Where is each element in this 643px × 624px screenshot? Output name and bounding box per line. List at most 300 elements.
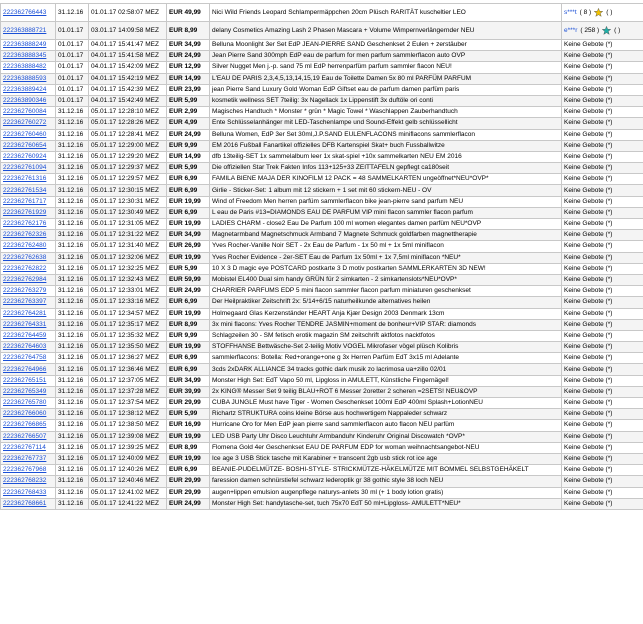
start-date-cell: 31.12.16 bbox=[56, 129, 89, 140]
price-cell: EUR 19,99 bbox=[167, 431, 210, 442]
end-date-cell: 01.01.17 02:58:07 MEZ bbox=[89, 4, 167, 22]
start-date-cell: 31.12.16 bbox=[56, 107, 89, 118]
item-id-cell bbox=[1, 476, 56, 487]
end-date-cell: 05.01.17 12:40:09 MEZ bbox=[89, 453, 167, 464]
item-id-link[interactable]: 222362762984 bbox=[3, 276, 47, 284]
item-id-link[interactable]: 222362762326 bbox=[3, 231, 47, 239]
bid-status-cell: Keine Gebote (*) bbox=[562, 409, 643, 420]
bid-status-cell: Keine Gebote (*) bbox=[562, 353, 643, 364]
item-id-link[interactable]: 222362767737 bbox=[3, 455, 47, 463]
table-row bbox=[1, 375, 643, 386]
end-date-cell: 05.01.17 12:41:02 MEZ bbox=[89, 487, 167, 498]
table-row bbox=[1, 386, 643, 397]
bid-status-cell: Keine Gebote (*) bbox=[562, 342, 643, 353]
item-id-link[interactable]: 222362766507 bbox=[3, 432, 47, 440]
start-date-cell: 01.01.17 bbox=[56, 22, 89, 40]
item-id-cell bbox=[1, 174, 56, 185]
item-title-cell: Jean Pierre Sand 300mph EdP eau de parfum for men parfum sammlerflacon auto OVP bbox=[210, 51, 562, 62]
price-cell: EUR 5,99 bbox=[167, 409, 210, 420]
bid-status-cell: Keine Gebote (*) bbox=[562, 62, 643, 73]
bid-status-cell: Keine Gebote (*) bbox=[562, 498, 643, 509]
item-id-link[interactable]: 222363890346 bbox=[3, 97, 47, 105]
item-id-link[interactable]: 222362765349 bbox=[3, 387, 47, 395]
end-date-cell: 05.01.17 12:33:01 MEZ bbox=[89, 286, 167, 297]
item-title-cell: Die offiziellen Star Trek Fakten Infos 113+125+33 ZEITTAFELN gepflegt ca180seit bbox=[210, 163, 562, 174]
start-date-cell: 31.12.16 bbox=[56, 420, 89, 431]
table-row bbox=[1, 308, 643, 319]
end-date-cell: 05.01.17 12:30:31 MEZ bbox=[89, 196, 167, 207]
price-cell: EUR 14,99 bbox=[167, 73, 210, 84]
end-date-cell: 05.01.17 12:32:25 MEZ bbox=[89, 263, 167, 274]
bid-status-cell bbox=[562, 4, 643, 22]
end-date-cell: 05.01.17 12:31:40 MEZ bbox=[89, 241, 167, 252]
table-row bbox=[1, 241, 643, 252]
price-cell: EUR 6,99 bbox=[167, 297, 210, 308]
item-title-cell: FAMILA BIENE MAJA DER KINOFILM 12 PACK = 48 SAMMELKARTEN ungeöffnet*NEU*OVP* bbox=[210, 174, 562, 185]
price-cell: EUR 34,99 bbox=[167, 375, 210, 386]
item-id-link[interactable]: 222362765151 bbox=[3, 376, 47, 384]
price-cell: EUR 24,99 bbox=[167, 498, 210, 509]
bid-status-cell: Keine Gebote (*) bbox=[562, 297, 643, 308]
table-row bbox=[1, 22, 643, 40]
price-cell: EUR 4,99 bbox=[167, 118, 210, 129]
table-row bbox=[1, 398, 643, 409]
bid-status-cell: Keine Gebote (*) bbox=[562, 73, 643, 84]
bid-status-cell: Keine Gebote (*) bbox=[562, 107, 643, 118]
table-row bbox=[1, 84, 643, 95]
table-row bbox=[1, 107, 643, 118]
item-title-cell: Mobistel EL400 Dual sim handy GRÜN für 2 simkarten - 2 simkartenslots*NEU*OVP* bbox=[210, 274, 562, 285]
feedback-score: ( 258 ) bbox=[580, 26, 600, 34]
table-row bbox=[1, 330, 643, 341]
end-date-cell: 03.01.17 14:09:58 MEZ bbox=[89, 22, 167, 40]
item-id-link[interactable]: 222362761094 bbox=[3, 164, 47, 172]
end-date-cell: 05.01.17 12:30:49 MEZ bbox=[89, 207, 167, 218]
table-row bbox=[1, 431, 643, 442]
feedback-score: ( 8 ) bbox=[579, 8, 592, 16]
bid-status-cell: Keine Gebote (*) bbox=[562, 375, 643, 386]
price-cell: EUR 6,99 bbox=[167, 207, 210, 218]
price-cell: EUR 26,99 bbox=[167, 241, 210, 252]
end-date-cell: 05.01.17 12:31:05 MEZ bbox=[89, 219, 167, 230]
feedback-star-icon bbox=[594, 8, 603, 17]
start-date-cell: 01.01.17 bbox=[56, 95, 89, 106]
bid-status-cell: Keine Gebote (*) bbox=[562, 95, 643, 106]
start-date-cell: 01.01.17 bbox=[56, 62, 89, 73]
start-date-cell: 31.12.16 bbox=[56, 151, 89, 162]
table-row bbox=[1, 353, 643, 364]
bid-status-cell: Keine Gebote (*) bbox=[562, 196, 643, 207]
table-row bbox=[1, 219, 643, 230]
item-id-link[interactable]: 222362761929 bbox=[3, 208, 47, 216]
end-date-cell: 04.01.17 15:41:58 MEZ bbox=[89, 51, 167, 62]
item-id-cell bbox=[1, 319, 56, 330]
price-cell: EUR 6,99 bbox=[167, 174, 210, 185]
item-id-link[interactable]: 222363888249 bbox=[3, 41, 47, 49]
item-id-link[interactable]: 222362760084 bbox=[3, 108, 47, 116]
item-id-link[interactable]: 222362761534 bbox=[3, 186, 47, 194]
item-title-cell: L'EAU DE PARIS 2,3,4,5,13,14,15,19 Eau de Toilette Damen 5x 80 ml PARFÜM PARFUM bbox=[210, 73, 562, 84]
table-row bbox=[1, 252, 643, 263]
bid-status-cell: Keine Gebote (*) bbox=[562, 398, 643, 409]
price-cell: EUR 29,99 bbox=[167, 476, 210, 487]
end-date-cell: 05.01.17 12:37:05 MEZ bbox=[89, 375, 167, 386]
bid-status-cell: Keine Gebote (*) bbox=[562, 207, 643, 218]
item-id-link[interactable]: 222362764603 bbox=[3, 343, 47, 351]
table-row bbox=[1, 263, 643, 274]
item-id-cell bbox=[1, 4, 56, 22]
bid-status-cell: Keine Gebote (*) bbox=[562, 230, 643, 241]
item-id-cell bbox=[1, 129, 56, 140]
item-id-cell bbox=[1, 487, 56, 498]
item-id-cell bbox=[1, 252, 56, 263]
bid-status-cell: Keine Gebote (*) bbox=[562, 252, 643, 263]
item-id-link[interactable]: 222363888593 bbox=[3, 74, 47, 82]
price-cell: EUR 8,99 bbox=[167, 442, 210, 453]
item-title-cell: 3cds 2xDARK ALLIANCE 34 tracks gothic dark musik zo lacrimosa ua+zillo 02/01 bbox=[210, 364, 562, 375]
item-id-link[interactable]: 222362763397 bbox=[3, 298, 47, 306]
feedback-extra: ( ) bbox=[614, 26, 621, 34]
start-date-cell: 31.12.16 bbox=[56, 219, 89, 230]
start-date-cell: 31.12.16 bbox=[56, 409, 89, 420]
bid-status-cell: Keine Gebote (*) bbox=[562, 308, 643, 319]
bid-status-cell: Keine Gebote (*) bbox=[562, 151, 643, 162]
end-date-cell: 05.01.17 12:33:16 MEZ bbox=[89, 297, 167, 308]
price-cell: EUR 2,99 bbox=[167, 107, 210, 118]
item-title-cell: Flomena Gold 4er Geschenkset EAU DE PARFUM EDP for woman weihnachtsangebot-NEU bbox=[210, 442, 562, 453]
item-title-cell: Ente Schlüsselanhänger mit LED-Taschenlampe und Sound-Effekt gelb schlüssellicht bbox=[210, 118, 562, 129]
start-date-cell: 31.12.16 bbox=[56, 330, 89, 341]
item-id-link[interactable]: 222362760272 bbox=[3, 119, 47, 127]
start-date-cell: 31.12.16 bbox=[56, 498, 89, 509]
item-title-cell: Holmegaard Glas Kerzenständer HEART Anja Kjær Design 2003 Denmark 13cm bbox=[210, 308, 562, 319]
item-id-link[interactable]: 222362761717 bbox=[3, 197, 47, 205]
item-title-cell: dfb 13teilig-SET 1x sammelalbum leer 1x skat-spiel +10x sammelkarten NEU EM 2016 bbox=[210, 151, 562, 162]
item-id-cell bbox=[1, 274, 56, 285]
start-date-cell: 01.01.17 bbox=[56, 84, 89, 95]
start-date-cell: 31.12.16 bbox=[56, 196, 89, 207]
price-cell: EUR 49,99 bbox=[167, 4, 210, 22]
table-row bbox=[1, 163, 643, 174]
price-cell: EUR 19,99 bbox=[167, 219, 210, 230]
price-cell: EUR 23,99 bbox=[167, 84, 210, 95]
end-date-cell: 05.01.17 12:41:22 MEZ bbox=[89, 498, 167, 509]
table-row bbox=[1, 40, 643, 51]
bid-status-cell: Keine Gebote (*) bbox=[562, 364, 643, 375]
item-title-cell: LADIES CHARM - close2 Eau De Parfum 100 ml women elegantes damen parfüm NEU*OVP bbox=[210, 219, 562, 230]
item-title-cell: Monster High Set: EdT Vapo 50 ml, Lipgloss in AMULETT, Künstliche Fingernägel! bbox=[210, 375, 562, 386]
bid-status-cell: Keine Gebote (*) bbox=[562, 274, 643, 285]
item-title-cell: Magisches Handtuch * Monster * grün * Magic Towel * Waschlappen Zauberhandtuch bbox=[210, 107, 562, 118]
price-cell: EUR 24,99 bbox=[167, 286, 210, 297]
table-row bbox=[1, 465, 643, 476]
bid-status-cell: Keine Gebote (*) bbox=[562, 174, 643, 185]
price-cell: EUR 19,99 bbox=[167, 342, 210, 353]
table-row bbox=[1, 174, 643, 185]
item-id-link[interactable]: 222362760460 bbox=[3, 130, 47, 138]
price-cell: EUR 12,99 bbox=[167, 62, 210, 73]
bid-status-cell: Keine Gebote (*) bbox=[562, 286, 643, 297]
end-date-cell: 05.01.17 12:28:10 MEZ bbox=[89, 107, 167, 118]
start-date-cell: 31.12.16 bbox=[56, 297, 89, 308]
table-row bbox=[1, 409, 643, 420]
price-cell: EUR 6,99 bbox=[167, 364, 210, 375]
table-row bbox=[1, 129, 643, 140]
price-cell: EUR 29,99 bbox=[167, 398, 210, 409]
item-id-cell bbox=[1, 342, 56, 353]
start-date-cell: 31.12.16 bbox=[56, 185, 89, 196]
item-title-cell: BEANIE-PUDELMÜTZE- BOSHI-STYLE- STRICKMÜTZE-HÄKELMÜTZE MIT BOMMEL SELBSTGEHÄKELT bbox=[210, 465, 562, 476]
item-id-link[interactable]: 222362762822 bbox=[3, 264, 47, 272]
item-title-cell: Nici Wild Friends Leopard Schlampermäppchen 20cm Plüsch RARITÄT kuscheltier LEO bbox=[210, 4, 562, 22]
start-date-cell: 01.01.17 bbox=[56, 51, 89, 62]
item-id-cell bbox=[1, 140, 56, 151]
bid-status-cell: Keine Gebote (*) bbox=[562, 129, 643, 140]
item-id-link[interactable]: 222362766060 bbox=[3, 410, 47, 418]
end-date-cell: 05.01.17 12:35:50 MEZ bbox=[89, 342, 167, 353]
bid-status-cell: Keine Gebote (*) bbox=[562, 263, 643, 274]
price-cell: EUR 5,99 bbox=[167, 263, 210, 274]
start-date-cell: 31.12.16 bbox=[56, 140, 89, 151]
price-cell: EUR 5,99 bbox=[167, 163, 210, 174]
item-id-cell bbox=[1, 230, 56, 241]
item-id-link[interactable]: 222362766865 bbox=[3, 421, 47, 429]
item-id-cell bbox=[1, 353, 56, 364]
item-id-cell bbox=[1, 95, 56, 106]
item-id-cell bbox=[1, 442, 56, 453]
price-cell: EUR 29,99 bbox=[167, 487, 210, 498]
feedback-extra: ( ) bbox=[606, 8, 613, 16]
start-date-cell: 31.12.16 bbox=[56, 4, 89, 22]
item-id-link[interactable]: 222362764758 bbox=[3, 354, 47, 362]
buyer-feedback bbox=[564, 26, 620, 35]
price-cell: EUR 6,99 bbox=[167, 185, 210, 196]
item-id-cell bbox=[1, 84, 56, 95]
table-row bbox=[1, 4, 643, 22]
price-cell: EUR 5,99 bbox=[167, 95, 210, 106]
item-id-cell bbox=[1, 207, 56, 218]
end-date-cell: 05.01.17 12:36:46 MEZ bbox=[89, 364, 167, 375]
item-title-cell: Richartz STRUKTURA coins kleine Börse aus hochwertigem Nappaleder schwarz bbox=[210, 409, 562, 420]
end-date-cell: 05.01.17 12:37:28 MEZ bbox=[89, 386, 167, 397]
end-date-cell: 04.01.17 15:42:19 MEZ bbox=[89, 73, 167, 84]
item-id-link[interactable]: 222362765780 bbox=[3, 399, 47, 407]
item-id-link[interactable]: 222362764281 bbox=[3, 309, 47, 317]
end-date-cell: 05.01.17 12:32:43 MEZ bbox=[89, 274, 167, 285]
item-id-link[interactable]: 222362768661 bbox=[3, 499, 47, 507]
start-date-cell: 31.12.16 bbox=[56, 476, 89, 487]
item-title-cell: augen+lippen emulsion augenpflege naturys-anlets 30 ml (+ 1 body lotion gratis) bbox=[210, 487, 562, 498]
item-id-link[interactable]: 222362762638 bbox=[3, 253, 47, 261]
item-id-cell bbox=[1, 163, 56, 174]
item-id-link[interactable]: 222362766443 bbox=[3, 8, 47, 16]
start-date-cell: 31.12.16 bbox=[56, 230, 89, 241]
item-id-link[interactable]: 222363888721 bbox=[3, 26, 47, 34]
item-id-link[interactable]: 222362767114 bbox=[3, 443, 46, 451]
table-row bbox=[1, 476, 643, 487]
price-cell: EUR 19,99 bbox=[167, 308, 210, 319]
price-cell: EUR 8,99 bbox=[167, 319, 210, 330]
item-id-cell bbox=[1, 409, 56, 420]
item-id-link[interactable]: 222362764459 bbox=[3, 331, 47, 339]
item-id-link[interactable]: 222362763279 bbox=[3, 287, 47, 295]
item-id-cell bbox=[1, 420, 56, 431]
item-id-cell bbox=[1, 375, 56, 386]
table-row bbox=[1, 453, 643, 464]
end-date-cell: 05.01.17 12:39:25 MEZ bbox=[89, 442, 167, 453]
start-date-cell: 31.12.16 bbox=[56, 453, 89, 464]
end-date-cell: 05.01.17 12:30:15 MEZ bbox=[89, 185, 167, 196]
item-id-cell bbox=[1, 151, 56, 162]
buyer-feedback bbox=[564, 8, 612, 17]
table-row bbox=[1, 207, 643, 218]
item-title-cell: 2x KING® Messer Set 9 teilig BLAU+ROT 6 Messer 2oretter 2 scheren =2SETS! NEU&OVP bbox=[210, 386, 562, 397]
item-title-cell: 10 X 3 D magic eye POSTCARD postkarte 3 D motiv postkarten SAMMLERKARTEN 3D NEW! bbox=[210, 263, 562, 274]
end-date-cell: 05.01.17 12:31:22 MEZ bbox=[89, 230, 167, 241]
bid-status-cell bbox=[562, 22, 643, 40]
end-date-cell: 05.01.17 12:32:06 MEZ bbox=[89, 252, 167, 263]
item-id-cell bbox=[1, 107, 56, 118]
price-cell: EUR 24,99 bbox=[167, 129, 210, 140]
bid-status-cell: Keine Gebote (*) bbox=[562, 163, 643, 174]
table-row bbox=[1, 185, 643, 196]
start-date-cell: 01.01.17 bbox=[56, 40, 89, 51]
item-id-link[interactable]: 222362767968 bbox=[3, 466, 47, 474]
item-id-link[interactable]: 222363888482 bbox=[3, 63, 47, 71]
item-id-cell bbox=[1, 465, 56, 476]
item-id-link[interactable]: 222363889424 bbox=[3, 85, 47, 93]
end-date-cell: 04.01.17 15:42:49 MEZ bbox=[89, 95, 167, 106]
bid-status-cell: Keine Gebote (*) bbox=[562, 453, 643, 464]
price-cell: EUR 24,99 bbox=[167, 51, 210, 62]
start-date-cell: 01.01.17 bbox=[56, 73, 89, 84]
item-title-cell: Silver Nugget Men j.-p. sand 75 ml EdP herrenparfüm parfum sammler flacon NEU! bbox=[210, 62, 562, 73]
table-row bbox=[1, 118, 643, 129]
price-cell: EUR 6,99 bbox=[167, 353, 210, 364]
item-title-cell: jean Pierre Sand Luxury Gold Woman EdP Giftset eau de parfum damen parfüm paris bbox=[210, 84, 562, 95]
item-id-link[interactable]: 222363888345 bbox=[3, 52, 47, 60]
item-id-link[interactable]: 222362761316 bbox=[3, 175, 47, 183]
table-row bbox=[1, 342, 643, 353]
item-title-cell: Wind of Freedom Men herren parfüm sammlerflacon bike jean-pierre sand parfum NEU bbox=[210, 196, 562, 207]
price-cell: EUR 6,99 bbox=[167, 465, 210, 476]
buyer-name[interactable]: s***t bbox=[564, 8, 577, 16]
item-id-cell bbox=[1, 398, 56, 409]
bid-status-cell: Keine Gebote (*) bbox=[562, 465, 643, 476]
table-row bbox=[1, 319, 643, 330]
bid-status-cell: Keine Gebote (*) bbox=[562, 241, 643, 252]
end-date-cell: 05.01.17 12:34:57 MEZ bbox=[89, 308, 167, 319]
bid-status-cell: Keine Gebote (*) bbox=[562, 219, 643, 230]
item-id-cell bbox=[1, 73, 56, 84]
item-id-cell bbox=[1, 498, 56, 509]
price-cell: EUR 14,99 bbox=[167, 151, 210, 162]
item-id-cell bbox=[1, 219, 56, 230]
item-id-cell bbox=[1, 241, 56, 252]
table-row bbox=[1, 73, 643, 84]
item-title-cell: Belluna Women, EdP 3er Set 30ml,J.P.SAND EULENFLACONS miniflacons sammlerflacon bbox=[210, 129, 562, 140]
item-id-cell bbox=[1, 330, 56, 341]
item-id-link[interactable]: 222362762176 bbox=[3, 220, 47, 228]
price-cell: EUR 19,99 bbox=[167, 453, 210, 464]
item-id-link[interactable]: 222362760924 bbox=[3, 152, 47, 160]
start-date-cell: 31.12.16 bbox=[56, 386, 89, 397]
table-row bbox=[1, 151, 643, 162]
item-id-cell bbox=[1, 297, 56, 308]
item-id-cell bbox=[1, 453, 56, 464]
end-date-cell: 05.01.17 12:29:00 MEZ bbox=[89, 140, 167, 151]
bid-status-cell: Keine Gebote (*) bbox=[562, 319, 643, 330]
end-date-cell: 05.01.17 12:39:08 MEZ bbox=[89, 431, 167, 442]
item-id-link[interactable]: 222362768232 bbox=[3, 477, 47, 485]
start-date-cell: 31.12.16 bbox=[56, 465, 89, 476]
item-id-link[interactable]: 222362768433 bbox=[3, 488, 47, 496]
price-cell: EUR 34,99 bbox=[167, 230, 210, 241]
end-date-cell: 05.01.17 12:29:37 MEZ bbox=[89, 163, 167, 174]
item-id-cell bbox=[1, 263, 56, 274]
start-date-cell: 31.12.16 bbox=[56, 163, 89, 174]
price-cell: EUR 16,99 bbox=[167, 420, 210, 431]
start-date-cell: 31.12.16 bbox=[56, 442, 89, 453]
table-row bbox=[1, 95, 643, 106]
end-date-cell: 05.01.17 12:35:17 MEZ bbox=[89, 319, 167, 330]
bid-status-cell: Keine Gebote (*) bbox=[562, 140, 643, 151]
item-title-cell: kosmetik wellness SET 7teilig: 3x Nagellack 1x Lippenstift 3x duftöle ori conti bbox=[210, 95, 562, 106]
item-title-cell: Der Heilpraktiker Zeitschrift 2x: 5/14+6/15 naturheilkunde alternatives heilen bbox=[210, 297, 562, 308]
start-date-cell: 31.12.16 bbox=[56, 487, 89, 498]
listing-table bbox=[0, 3, 643, 510]
table-row bbox=[1, 62, 643, 73]
item-title-cell: Magnetarmband Magnetschmuck Armband 7 Magnete Schmuck goldfarben magnettherapie bbox=[210, 230, 562, 241]
table-row bbox=[1, 442, 643, 453]
bid-status-cell: Keine Gebote (*) bbox=[562, 330, 643, 341]
bid-status-cell: Keine Gebote (*) bbox=[562, 386, 643, 397]
bid-status-cell: Keine Gebote (*) bbox=[562, 84, 643, 95]
item-title-cell: sammlerflacons: Botella: Red+orange+one g 3x Herren Parfüm EdT 3x15 ml Adelante bbox=[210, 353, 562, 364]
end-date-cell: 05.01.17 12:36:27 MEZ bbox=[89, 353, 167, 364]
item-id-cell bbox=[1, 185, 56, 196]
item-title-cell: Yves Rocher-Vanille Noir SET - 2x Eau de Parfum - 1x 50 ml + 1x 5ml miniflacon bbox=[210, 241, 562, 252]
price-cell: EUR 19,99 bbox=[167, 196, 210, 207]
start-date-cell: 31.12.16 bbox=[56, 207, 89, 218]
price-cell: EUR 9,99 bbox=[167, 330, 210, 341]
item-id-cell bbox=[1, 431, 56, 442]
item-id-link[interactable]: 222362762480 bbox=[3, 242, 47, 250]
end-date-cell: 05.01.17 12:38:50 MEZ bbox=[89, 420, 167, 431]
item-title-cell: delany Cosmetics Amazing Lash 2 Phasen Mascara + Volume Wimpernverlängernder NEU bbox=[210, 22, 562, 40]
start-date-cell: 31.12.16 bbox=[56, 263, 89, 274]
start-date-cell: 31.12.16 bbox=[56, 375, 89, 386]
price-cell: EUR 39,99 bbox=[167, 386, 210, 397]
table-row bbox=[1, 487, 643, 498]
price-cell: EUR 8,99 bbox=[167, 22, 210, 40]
price-cell: EUR 9,99 bbox=[167, 140, 210, 151]
buyer-name[interactable]: e***r bbox=[564, 26, 578, 34]
bid-status-cell: Keine Gebote (*) bbox=[562, 51, 643, 62]
item-id-link[interactable]: 222362764966 bbox=[3, 365, 47, 373]
price-cell: EUR 34,99 bbox=[167, 40, 210, 51]
item-title-cell: Hurricane Oro for Men EdP jean pierre sand sammlerflacon auto flacon NEU parfüm bbox=[210, 420, 562, 431]
item-id-link[interactable]: 222362760654 bbox=[3, 141, 47, 149]
bid-status-cell: Keine Gebote (*) bbox=[562, 185, 643, 196]
item-id-link[interactable]: 222362764331 bbox=[3, 320, 47, 328]
item-id-cell bbox=[1, 308, 56, 319]
table-row bbox=[1, 196, 643, 207]
item-title-cell: faression damen schnürstiefel schwarz lederoptik gr 38 gothic style 38 loch NEU bbox=[210, 476, 562, 487]
end-date-cell: 05.01.17 12:29:20 MEZ bbox=[89, 151, 167, 162]
table-row bbox=[1, 420, 643, 431]
end-date-cell: 05.01.17 12:28:26 MEZ bbox=[89, 118, 167, 129]
